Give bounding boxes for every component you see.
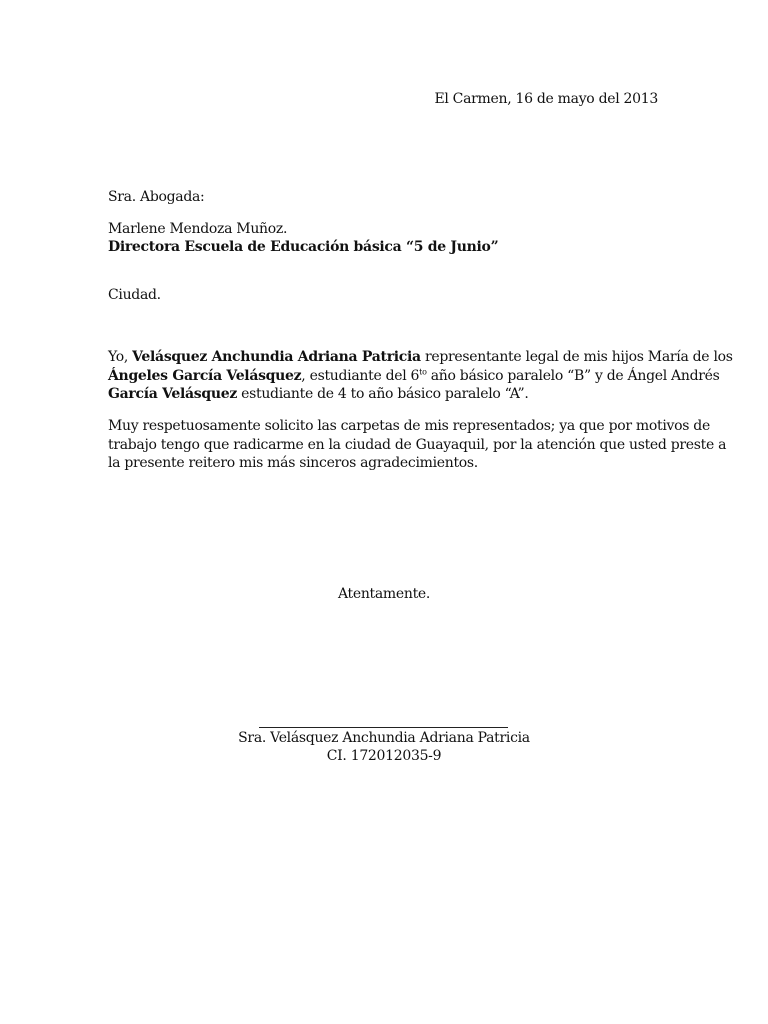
city-line: Ciudad. bbox=[108, 287, 161, 303]
body-paragraph-2 bbox=[108, 417, 727, 473]
closing-line: Atentamente. bbox=[337, 586, 431, 602]
text-fragment: Yo, bbox=[108, 349, 133, 365]
salutation: Sra. Abogada: bbox=[108, 189, 205, 205]
child-name-bold: Ángeles García Velásquez bbox=[108, 367, 302, 384]
paragraph-1-line-1 bbox=[108, 348, 733, 367]
child-name-bold: García Velásquez bbox=[108, 386, 237, 402]
paragraph-1-line-3 bbox=[108, 385, 660, 404]
text-fragment: , estudiante del 6 bbox=[301, 367, 420, 384]
sender-name-bold: Velásquez Anchundia Adriana Patricia bbox=[132, 349, 421, 365]
text-fragment: año básico paralelo “B” y de Ángel Andrés bbox=[426, 367, 720, 384]
signature-block bbox=[0, 729, 768, 765]
recipient-title: Directora Escuela de Educación básica “5 de Junio” bbox=[108, 239, 499, 255]
paragraph-2-line-2: trabajo tengo que radicarme en la ciudad de Guayaquil, por la atención que usted preste a bbox=[108, 436, 727, 453]
text-fragment: estudiante de 4 to año básico paralelo “A”. bbox=[236, 386, 529, 402]
ordinal-superscript: to bbox=[419, 366, 427, 376]
paragraph-2-line-1: Muy respetuosamente solicito las carpetas de mis representados; ya que por motivos de bbox=[108, 418, 710, 434]
paragraph-2-line-3: la presente reitero mis más sinceros agradecimientos. bbox=[108, 455, 478, 471]
signature-name: Sra. Velásquez Anchundia Adriana Patricia bbox=[238, 730, 530, 746]
letter-date: El Carmen, 16 de mayo del 2013 bbox=[434, 91, 658, 107]
body-paragraph-1 bbox=[108, 348, 733, 404]
paragraph-1-line-2 bbox=[108, 366, 720, 386]
text-fragment: representante legal de mis hijos María de los bbox=[420, 349, 733, 365]
signature-line bbox=[259, 727, 508, 728]
signature-id: CI. 172012035-9 bbox=[326, 748, 442, 764]
recipient-name: Marlene Mendoza Muñoz. bbox=[108, 221, 288, 237]
